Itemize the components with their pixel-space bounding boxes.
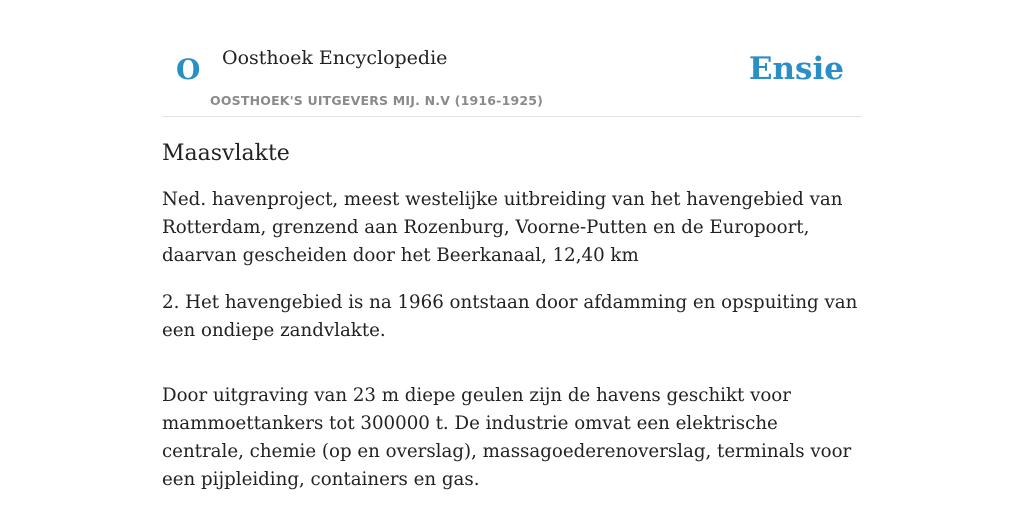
entry-paragraph: Ned. havenproject, meest westelijke uitbreiding van het havengebied van Rotterdam, grenzend aan Rozenburg, Voorne-Putten en de Europoort, daarvan gescheiden door het Beerkanaal, 12,40 km bbox=[162, 189, 843, 266]
site-header bbox=[162, 0, 862, 117]
entry-paragraph: Door uitgraving van 23 m diepe geulen zijn de havens geschikt voor mammoettankers tot 300000 t. De industrie omvat een elektrische centrale, chemie (op en overslag), massagoederenoverslag, terminals voor een pijpleiding, containers en gas. bbox=[162, 385, 852, 490]
publisher-label: OOSTHOEK'S UITGEVERS MIJ. N.V (1916-1925) bbox=[210, 93, 544, 108]
entry-content bbox=[162, 136, 862, 512]
brand-logo[interactable]: Ensie bbox=[748, 51, 844, 87]
site-title[interactable]: Oosthoek Encyclopedie bbox=[222, 47, 448, 69]
site-logo-icon[interactable]: O bbox=[176, 53, 201, 86]
entry-paragraph: 2. Het havengebied is na 1966 ontstaan door afdamming en opspuiting van een ondiepe zandvlakte. bbox=[162, 292, 858, 341]
entry-title: Maasvlakte bbox=[162, 141, 290, 166]
